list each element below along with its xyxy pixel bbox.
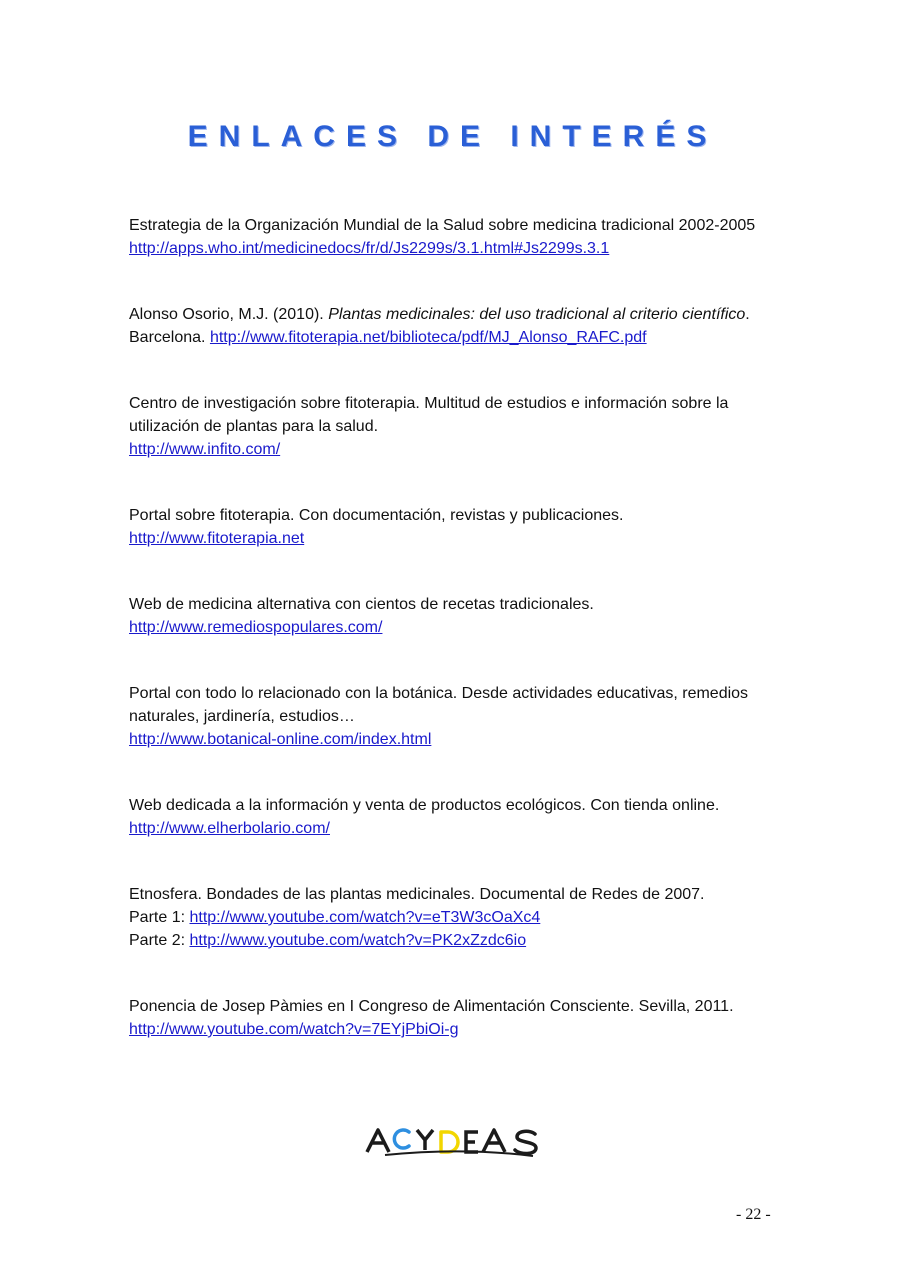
acydeas-logo — [365, 1122, 540, 1158]
logo-letter-s — [515, 1131, 536, 1153]
list-item — [129, 593, 779, 639]
part-label: Parte 2: — [129, 932, 190, 949]
video-part-2 — [129, 929, 779, 952]
entry-link[interactable]: http://www.botanical-online.com/index.html — [129, 731, 432, 748]
video-part-1 — [129, 906, 779, 929]
page-number: - 22 - — [736, 1206, 771, 1223]
logo-letter-c — [394, 1130, 409, 1148]
entry-description-cont: . Barcelona. — [129, 306, 750, 346]
list-item — [129, 794, 779, 840]
logo-swoosh — [385, 1151, 533, 1156]
entry-link[interactable]: http://www.infito.com/ — [129, 441, 281, 458]
list-item — [129, 303, 779, 349]
list-item — [129, 995, 779, 1041]
list-item — [129, 883, 779, 952]
list-item — [129, 682, 779, 751]
entry-link[interactable]: http://www.fitoterapia.net — [129, 530, 305, 547]
list-item — [129, 504, 779, 550]
entry-description: Ponencia de Josep Pàmies en I Congreso de Alimentación Consciente. Sevilla, 2011. — [129, 998, 734, 1015]
entry-link[interactable]: http://www.youtube.com/watch?v=eT3W3cOaXc4 — [189, 909, 541, 926]
entry-description: Estrategia de la Organización Mundial de la Salud sobre medicina tradicional 2002-2005 — [129, 217, 756, 234]
logo-letter-a — [367, 1130, 389, 1152]
entry-link[interactable]: http://www.remediospopulares.com/ — [129, 619, 383, 636]
entry-description: Centro de investigación sobre fitoterapia. Multitud de estudios e información sobre la utilización de plantas para la salud. — [129, 395, 729, 435]
entry-description: Web de medicina alternativa con cientos de recetas tradicionales. — [129, 596, 594, 613]
logo-letter-e — [466, 1132, 478, 1152]
entry-description: Etnosfera. Bondades de las plantas medicinales. Documental de Redes de 2007. — [129, 886, 705, 903]
logo-letter-y — [417, 1130, 433, 1150]
entry-link[interactable]: http://www.youtube.com/watch?v=7EYjPbiOi-g — [129, 1021, 459, 1038]
entry-description: Alonso Osorio, M.J. (2010). — [129, 306, 329, 323]
page-title: ENLACES DE INTERÉS — [187, 120, 718, 153]
book-title: Plantas medicinales: del uso tradicional al criterio científico — [328, 306, 746, 323]
part-label: Parte 1: — [129, 909, 190, 926]
logo-letter-a2 — [483, 1130, 505, 1152]
list-item — [129, 214, 779, 260]
entry-link[interactable]: http://www.elherbolario.com/ — [129, 820, 330, 837]
list-item — [129, 392, 779, 461]
entry-description: Portal con todo lo relacionado con la botánica. Desde actividades educativas, remedios naturales, jardinería, estudios… — [129, 685, 749, 725]
logo-letter-d — [441, 1132, 458, 1152]
entry-link[interactable]: http://www.fitoterapia.net/biblioteca/pdf/MJ_Alonso_RAFC.pdf — [209, 329, 647, 346]
entry-link[interactable]: http://apps.who.int/medicinedocs/fr/d/Js2299s/3.1.html#Js2299s.3.1 — [129, 240, 610, 257]
entry-description: Web dedicada a la información y venta de productos ecológicos. Con tienda online. — [129, 797, 720, 814]
links-list — [129, 214, 779, 1084]
entry-description: Portal sobre fitoterapia. Con documentación, revistas y publicaciones. — [129, 507, 624, 524]
entry-link[interactable]: http://www.youtube.com/watch?v=PK2xZzdc6io — [189, 932, 527, 949]
